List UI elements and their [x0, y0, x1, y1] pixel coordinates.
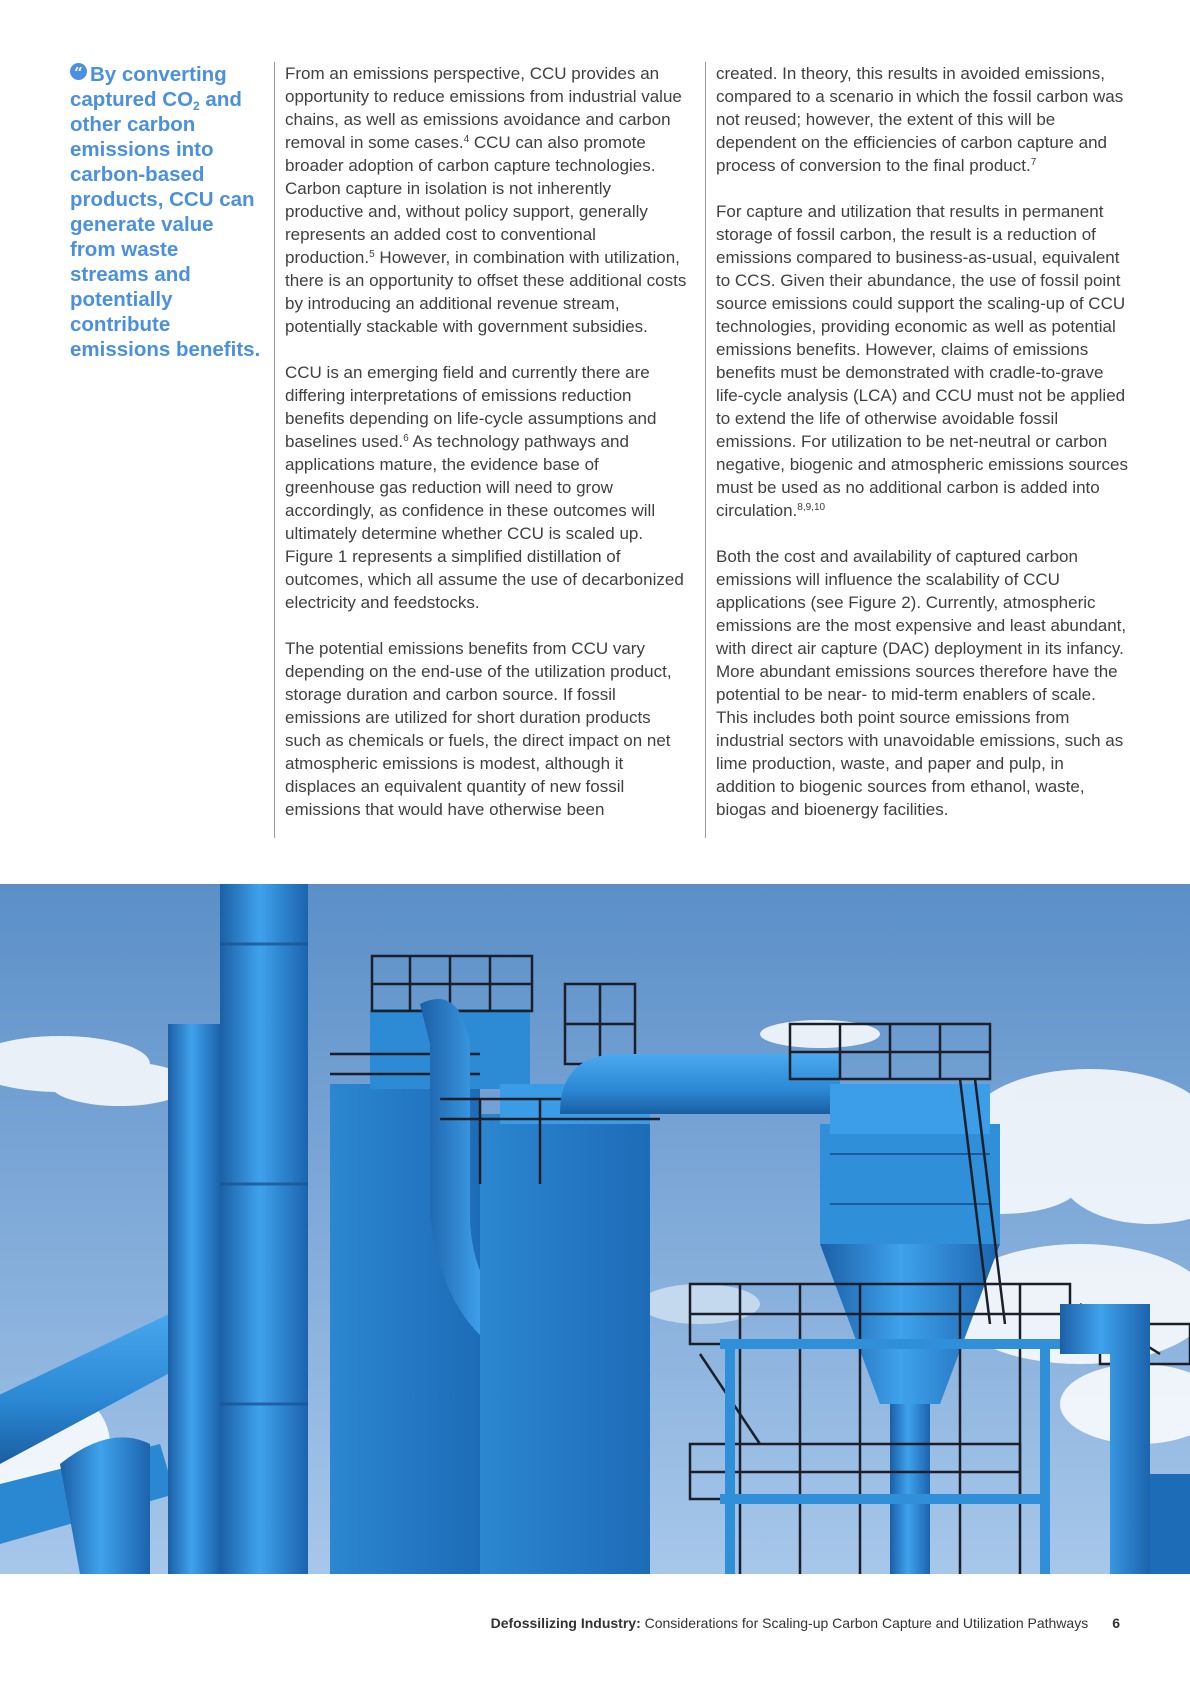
- footer-report-title: Defossilizing Industry:: [490, 1615, 641, 1631]
- paragraph: Both the cost and availability of captured carbon emissions will influence the scalability of CCU applications (see Figure 2). Currently, atmospheric emissions are the most expensive and least abundant, with direct air capture (DAC) deployment in its infancy. More abundant emissions sources therefore have the potential to be near- to mid-term enablers of scale. This includes both point source emissions from industrial sectors with unavoidable emissions, such as lime production, waste, and paper and pulp, in addition to biogenic sources from ethanol, waste, biogas and bioenergy facilities.: [716, 547, 1127, 819]
- paragraph-text: As technology pathways and applications mature, the evidence base of greenhouse gas reduction will need to grow accordingly, as confidence in these outcomes will ultimately determine whether CCU is scaled up. Figure 1 represents a simplified distillation of outcomes, which all assume the use of decarbonized electricity and feedstocks.: [285, 432, 684, 612]
- paragraph-text: For capture and utilization that results in permanent storage of fossil carbon, the result is a reduction of emissions compared to business-as-usual, equivalent to CCS. Given their abundance, the use of fossil point source emissions could support the scaling-up of CCU technologies, providing economic as well as potential emissions benefits. However, claims of emissions benefits must be demonstrated with cradle-to-grave life-cycle analysis (LCA) and CCU must not be applied to extend the life of otherwise avoidable fossil emissions. For utilization to be net-neutral or carbon negative, biogenic and atmospheric emissions sources must be used as no additional carbon is added into circulation.: [716, 202, 1129, 520]
- pull-quote-text-end: and other carbon emissions into carbon-based products, CCU can generate value from waste streams and potentially contribute emissions benefits.: [70, 88, 261, 361]
- column-divider-right: [705, 62, 706, 838]
- page-footer: [491, 1615, 1120, 1631]
- footer-subtitle: Considerations for Scaling-up Carbon Capture and Utilization Pathways: [640, 1615, 1089, 1631]
- paragraph: [716, 200, 1128, 522]
- paragraph-text: From an emissions perspective, CCU provides an opportunity to reduce emissions from industrial value chains, as well as emissions avoidance and carbon removal in some cases.: [285, 64, 682, 152]
- paragraph-text: However, in combination with utilization, there is an opportunity to offset these additional costs by introducing an additional revenue stream, potentially stackable with government subsidies.: [285, 248, 687, 336]
- industrial-illustration: [0, 884, 1190, 1574]
- paragraph: [716, 62, 1128, 177]
- paragraph-text: CCU can also promote broader adoption of carbon capture technologies. Carbon capture in isolation is not inherently productive and, without policy support, generally represents an added cost to conventional production.: [285, 133, 656, 267]
- industrial-photo: [0, 884, 1190, 1574]
- footnote-ref: 6: [403, 433, 409, 444]
- paragraph: The potential emissions benefits from CCU vary depending on the end-use of the utilization product, storage duration and carbon source. If fossil emissions are utilized for short duration products such as chemicals or fuels, the direct impact on net atmospheric emissions is modest, although it displaces an equivalent quantity of new fossil emissions that would have otherwise been: [285, 639, 672, 819]
- body-column-1: [285, 62, 690, 821]
- pull-quote-text-start: By converting captured CO: [70, 63, 227, 111]
- pull-quote: [70, 62, 262, 362]
- column-divider-left: [274, 62, 275, 838]
- paragraph: [285, 361, 690, 614]
- page-number: 6: [1112, 1615, 1120, 1631]
- footnote-ref: 5: [369, 249, 375, 260]
- quote-icon: “: [70, 63, 87, 80]
- body-column-2: [716, 62, 1128, 821]
- paragraph-text: created. In theory, this results in avoided emissions, compared to a scenario in which the fossil carbon was not reused; however, the extent of this will be dependent on the efficiencies of carbon capture and process of conversion to the final product.: [716, 64, 1124, 175]
- pull-quote-subscript: 2: [193, 99, 200, 113]
- paragraph: [285, 62, 690, 338]
- paragraph-text: CCU is an emerging field and currently there are differing interpretations of emissions reduction benefits depending on life-cycle assumptions and baselines used.: [285, 363, 657, 451]
- footnote-ref: 7: [1030, 157, 1037, 168]
- footnote-ref: 8,9,10: [797, 502, 826, 513]
- footnote-ref: 4: [463, 134, 470, 145]
